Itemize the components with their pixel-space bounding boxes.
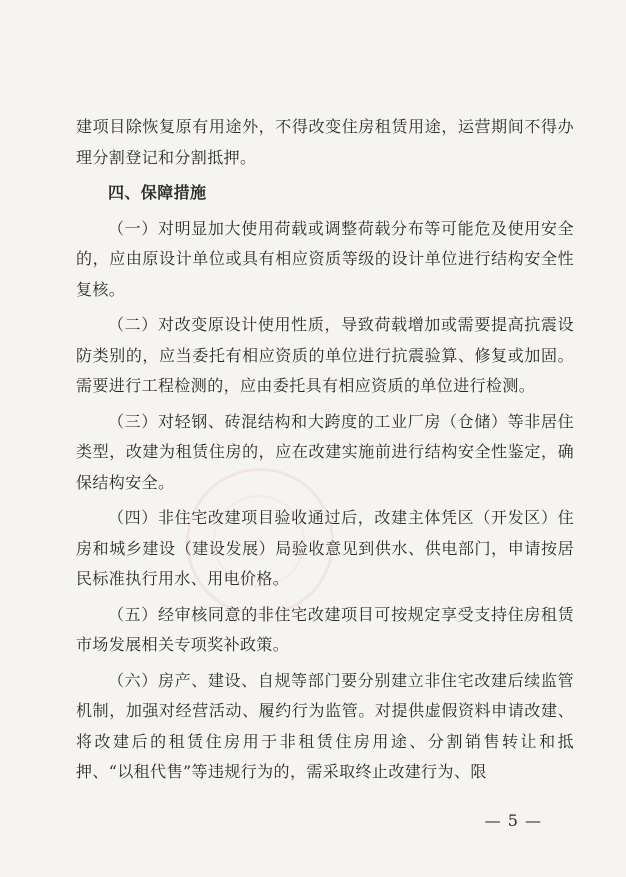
page-number: — 5 —	[484, 811, 542, 830]
document-body	[76, 112, 574, 788]
paragraph-item-3: （三）对轻钢、砖混结构和大跨度的工业厂房（仓储）等非居住类型，改建为租赁住房的，应在改建实施前进行结构安全性鉴定，确保结构安全。	[76, 411, 574, 492]
paragraph-item-1: （一）对明显加大使用荷载或调整荷载分布等可能危及使用安全的，应由原设计单位或具有相应资质等级的设计单位进行结构安全性复核。	[76, 218, 574, 299]
paragraph-item-4: （四）非住宅改建项目验收通过后，改建主体凭区（开发区）住房和城乡建设（建设发展）局验收意见到供水、供电部门，申请按居民标准执行用水、用电价格。	[76, 508, 574, 588]
paragraph-item-5: （五）经审核同意的非住宅改建项目可按规定享受支持住房租赁市场发展相关专项奖补政策。	[76, 604, 574, 654]
paragraph-item-2: （二）对改变原设计使用性质，导致荷载增加或需要提高抗震设防类别的，应当委托有相应资质的单位进行抗震验算、修复或加固。需要进行工程检测的，应由委托具有相应资质的单位进行检测。	[76, 315, 574, 395]
paragraph-item-6: （六）房产、建设、自规等部门要分别建立非住宅改建后续监管机制，加强对经营活动、履约行为监管。对提供虚假资料申请改建、将改建后的租赁住房用于非租赁住房用途、分割销售转让和抵押、“以租代售”等违规行为的，需采取终止改建行为、限	[76, 670, 574, 781]
section-heading-safeguards: 四、保障措施	[108, 183, 207, 202]
paragraph-continuation: 建项目除恢复原有用途外，不得改变住房租赁用途，运营期间不得办理分割登记和分割抵押。	[76, 117, 574, 167]
